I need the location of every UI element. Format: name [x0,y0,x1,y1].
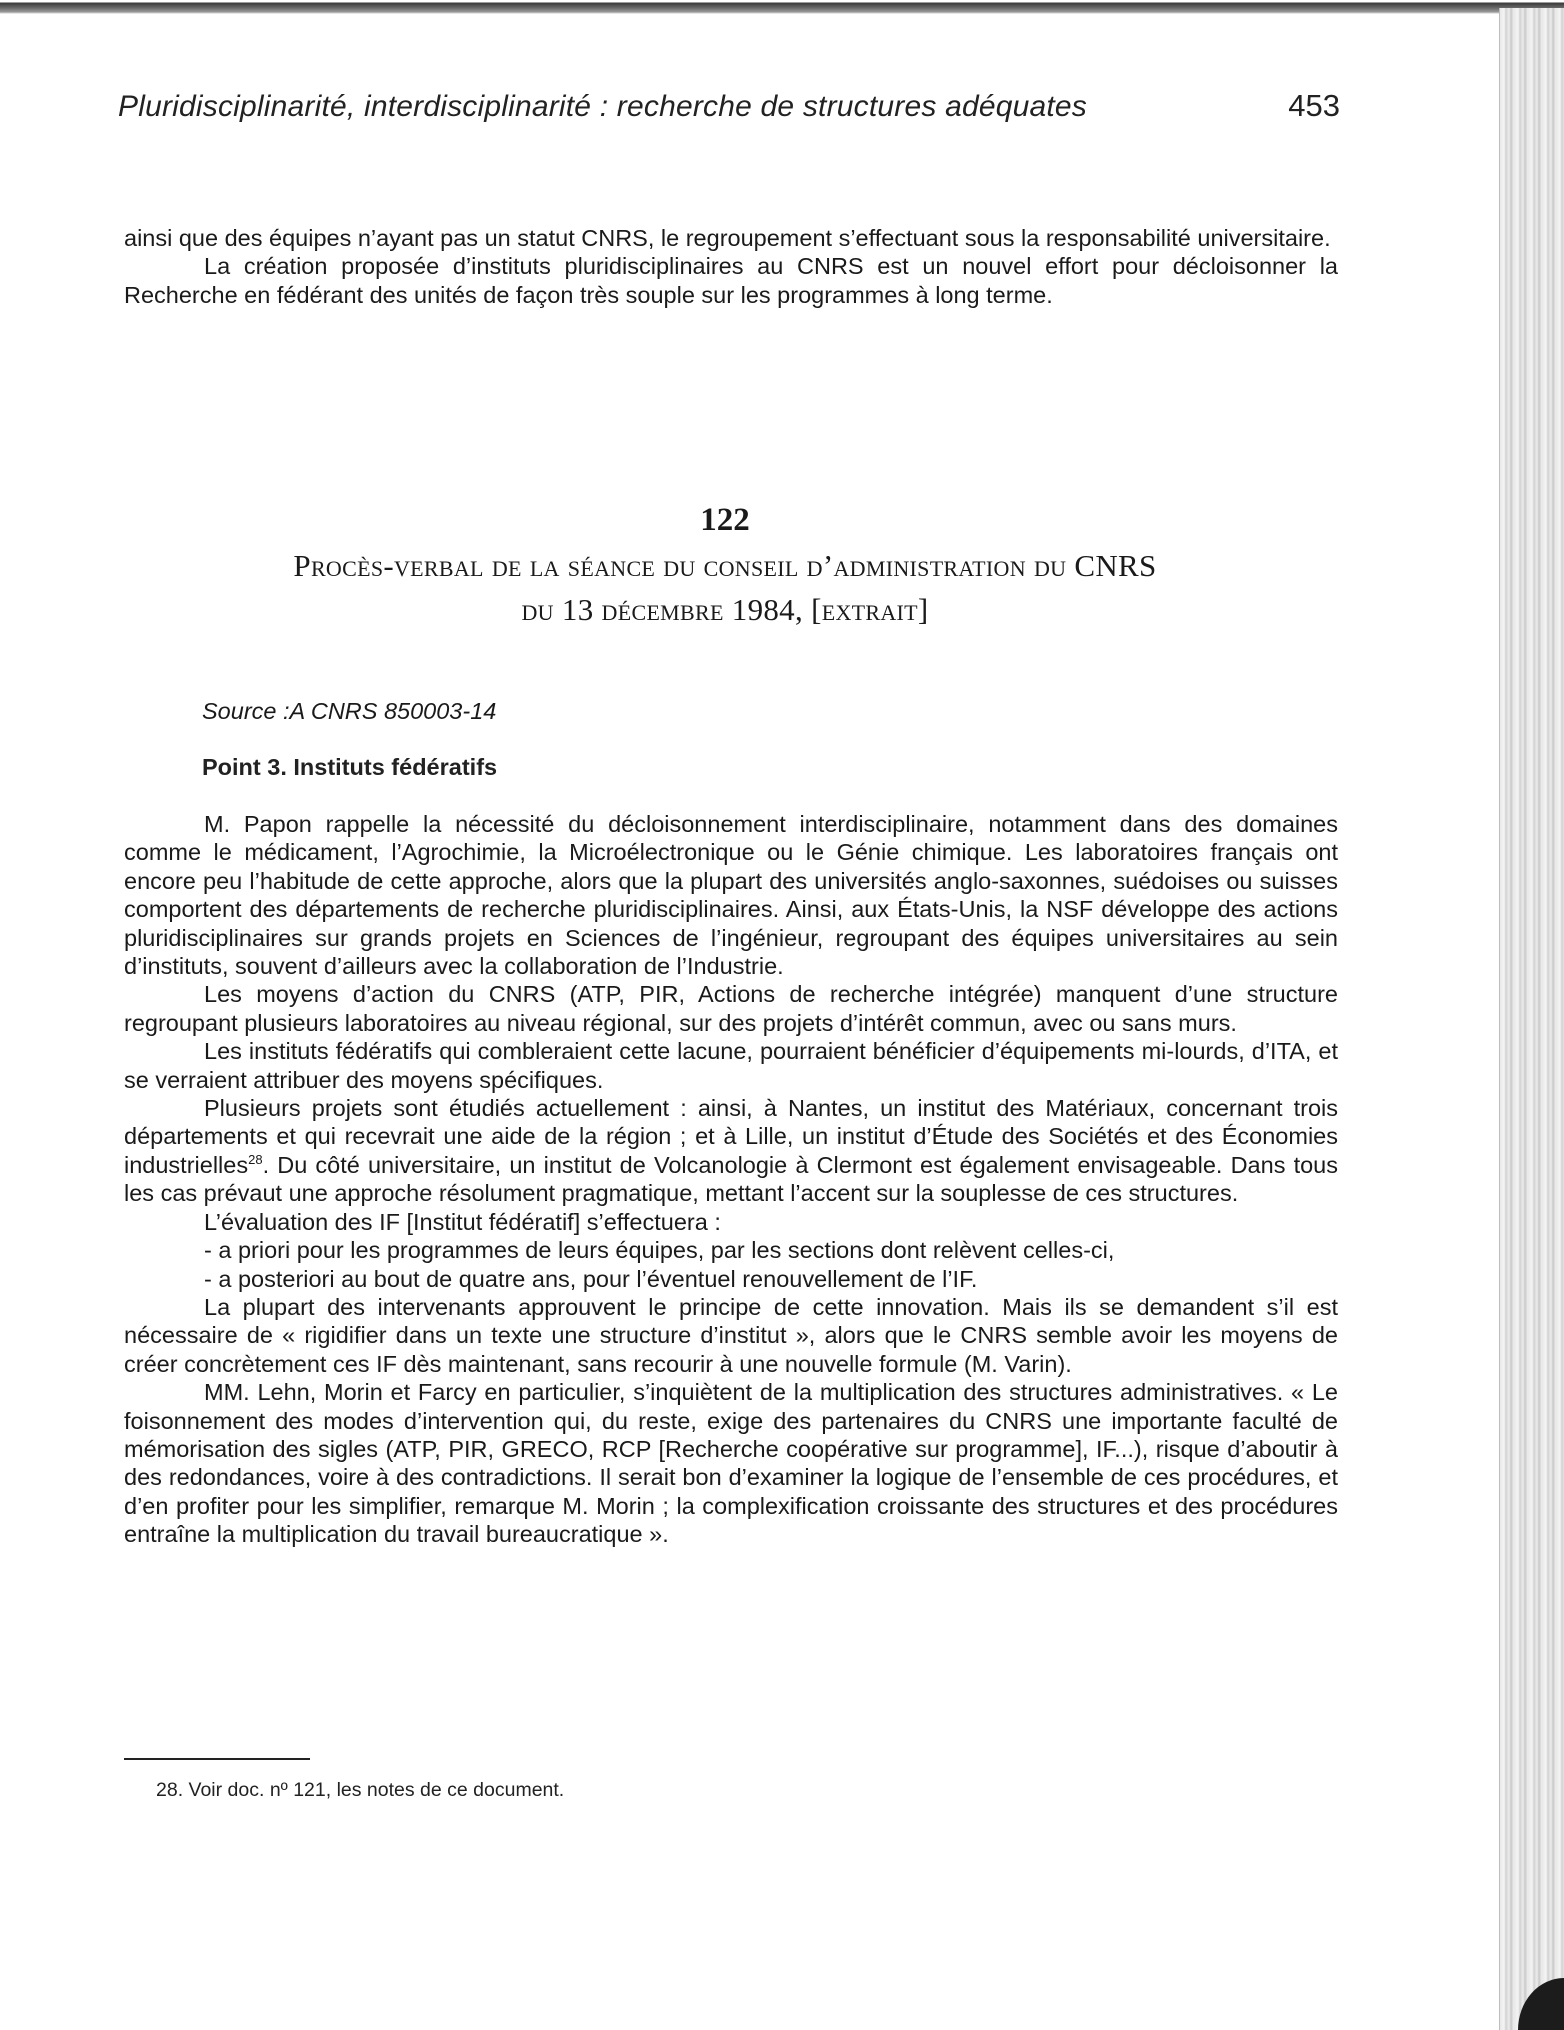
document-title [150,544,1300,632]
paragraph: La plupart des intervenants approuvent le principe de cette innovation. Mais ils se demandent s’il est nécessaire de « rigidifier dans un texte une structure d’institut », alors que le CNRS semble avoir les moyens de créer concrètement ces IF dès maintenant, sans recourir à une nouvelle formule (M. Varin). [124,1293,1338,1377]
paragraph: L’évaluation des IF [Institut fédératif] s’effectuera : [204,1208,721,1235]
section-heading: Point 3. Instituts fédératifs [202,754,498,780]
intro-text [124,224,1338,309]
intro-paragraph: ainsi que des équipes n’ayant pas un statut CNRS, le regroupement s’effectuant sous la responsabilité universitaire. [124,225,1331,251]
footnote: 28. Voir doc. nº 121, les notes de ce document. [156,1779,565,1801]
document-source: Source :A CNRS 850003-14 [202,698,497,724]
paragraph: Les moyens d’action du CNRS (ATP, PIR, Actions de recherche intégrée) manquent d’une structure regroupant plusieurs laboratoires au niveau régional, sur des projets d’intérêt commun, avec ou sans murs. [124,981,1338,1036]
list-item: - a posteriori au bout de quatre ans, pour l’éventuel renouvellement de l’IF. [204,1265,978,1292]
body-text [124,810,1338,1549]
page-number: 453 [1288,88,1340,123]
paragraph: Les instituts fédératifs qui combleraient cette lacune, pourraient bénéficier d’équipements mi-lourds, d’ITA, et se verraient attribuer des moyens spécifiques. [124,1038,1338,1093]
paragraph [124,1094,1338,1208]
footnote-reference[interactable]: 28 [248,1152,263,1168]
paragraph-text: Plusieurs projets sont étudiés actuellement : ainsi, à Nantes, un institut des Matériaux, concernant trois départements et qui recevrait une aide de la région ; et à Lille, un institut d’Étude des Sociétés et des Économies industrielles [124,1095,1338,1178]
book-page-stack-edge [1499,8,1564,2030]
intro-paragraph: La création proposée d’instituts pluridisciplinaires au CNRS est un nouvel effort pour décloisonner la Recherche en fédérant des unités de façon très souple sur les programmes à long terme. [124,253,1338,308]
paragraph: MM. Lehn, Morin et Farcy en particulier, s’inquiètent de la multiplication des structures administratives. « Le foisonnement des modes d’intervention qui, du reste, exige des partenaires du CNRS une importante faculté de mémorisation des sigles (ATP, PIR, GRECO, RCP [Recherche coopérative sur programme], IF...), risque d’aboutir à des redondances, voire à des contradictions. Il serait bon d’examiner la logique de l’ensemble de ces procédures, et d’en profiter pour les simplifier, remarque M. Morin ; la complexification croissante des structures et des procédures entraîne la multiplication du travail bureaucratique ». [124,1379,1338,1548]
list-item: - a priori pour les programmes de leurs équipes, par les sections dont relèvent celles-ci, [204,1237,1115,1264]
paragraph: M. Papon rappelle la nécessité du décloisonnement interdisciplinaire, notamment dans des domaines comme le médicament, l’Agrochimie, la Microélectronique ou le Génie chimique. Les laboratoires français ont encore peu l’habitude de cette approche, alors que la plupart des universités anglo-saxonnes, suédoises ou suisses comportent des départements de recherche pluridisciplinaires. Ainsi, aux États-Unis, la NSF développe des actions pluridisciplinaires sur grands projets en Sciences de l’ingénieur, regroupant des équipes universitaires au sein d’instituts, souvent d’ailleurs avec la collaboration de l’Industrie. [124,811,1338,980]
paragraph-text: . Du côté universitaire, un institut de Volcanologie à Clermont est également envisageable. Dans tous les cas prévaut une approche résolument pragmatique, mettant l’accent sur la souplesse de ces structures. [124,1151,1338,1207]
footnote-divider [124,1758,310,1760]
document-number: 122 [700,502,750,538]
document-title-line: Procès-verbal de la séance du conseil d’administration du CNRS [293,548,1157,583]
document-title-line: du 13 décembre 1984, [extrait] [521,592,929,627]
running-header [118,88,1340,124]
scanned-page-top-edge [0,0,1564,16]
running-title: Pluridisciplinarité, interdisciplinarité : recherche de structures adéquates [118,90,1088,123]
